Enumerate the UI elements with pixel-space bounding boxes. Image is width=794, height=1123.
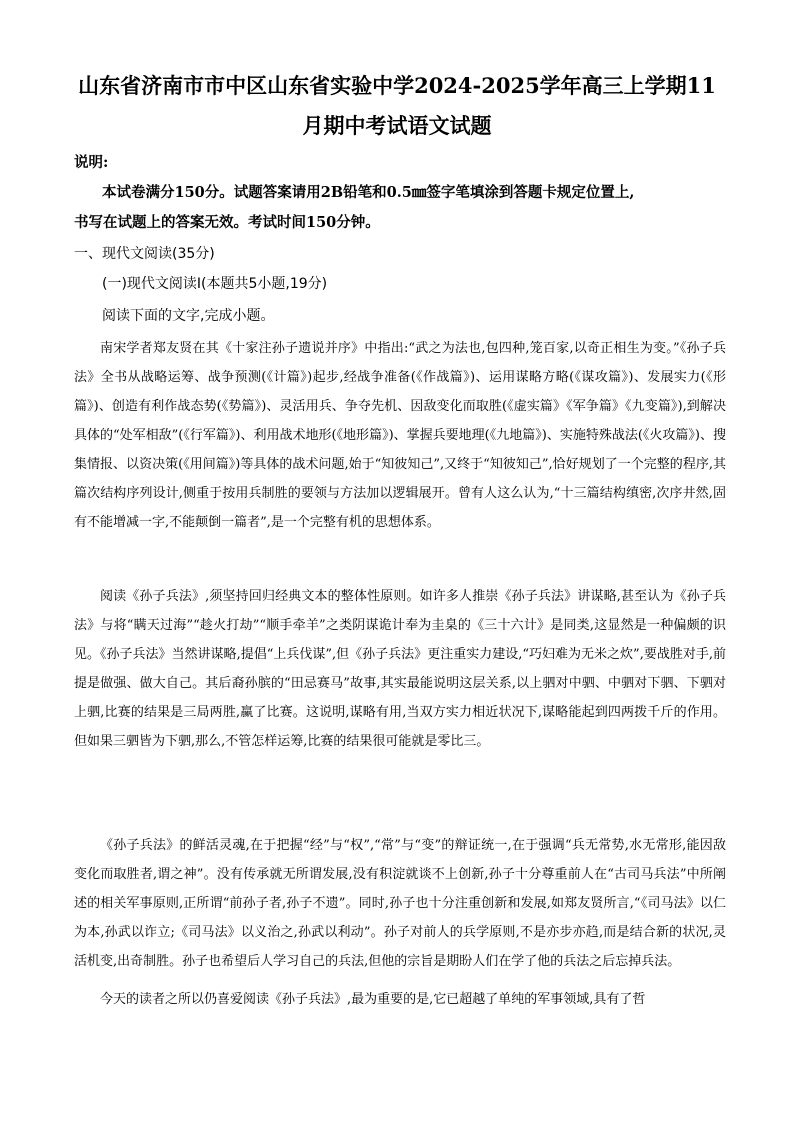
article-paragraph-3: 《孙子兵法》的鲜活灵魂,在于把握“经”与“权”,“常”与“变”的辩证统一,在于强调“兵无常势,水无常形,能因敌变化而取胜者,谓之神”。没有传承就无所谓发展,没有积淀就谈不上创新,孙子十分尊重前人在“古司马兵法”中所阐述的相关军事原则,正所谓“前孙子者,孙子不遗”。同时,孙子也十分注重创新和发展,如郑友贤所言,“《司马法》以仁为本,孙武以诈立;《司马法》以义治之,孙武以利动”。孙子对前人的兵学原则,不是亦步亦趋,而是结合新的状况,灵活机变,出奇制胜。孙子也希望后人学习自己的兵法,但他的宗旨是期盼人们在学了他的兵法之后忘掉兵法。 xyxy=(74,838,726,969)
instructions-line-2: 书写在试题上的答案无效。考试时间150分钟。 xyxy=(74,214,380,231)
instructions-line-1: 本试卷满分150分。试题答案请用2B铅笔和0.5㎜签字笔填涂到答题卡规定位置上, xyxy=(102,184,635,201)
section-heading-modern-reading: 一、现代文阅读(35分) xyxy=(74,246,215,262)
reading-prompt: 阅读下面的文字,完成小题。 xyxy=(102,308,275,324)
article-paragraph-2: 阅读《孙子兵法》,须坚持回归经典文本的整体性原则。如许多人推崇《孙子兵法》讲谋略,甚至认为《孙子兵法》与将“瞒天过海”“趁火打劫”“顺手牵羊”之类阴谋诡计奉为圭臬的《三十六计》是同类,这显然是一种偏颇的识见。《孙子兵法》当然讲谋略,提倡“上兵伐谋”,但《孙子兵法》更注重实力建设,“巧妇难为无米之炊”,要战胜对手,前提是做强、做大自己。其后裔孙膑的“田忌赛马”故事,其实最能说明这层关系,以上驷对中驷、中驷对下驷、下驷对上驷,比赛的结果是三局两胜,赢了比赛。这说明,谋略有用,当双方实力相近状况下,谋略能起到四两拨千斤的作用。但如果三驷皆为下驷,那么,不管怎样运筹,比赛的结果很可能就是零比三。 xyxy=(74,589,726,749)
document-title-line-2: 月期中考试语文试题 xyxy=(302,113,492,138)
note-label: 说明: xyxy=(74,154,109,171)
document-title-line-1: 山东省济南市市中区山东省实验中学2024-2025学年高三上学期11 xyxy=(78,73,716,98)
subsection-heading-reading-one: (一)现代文阅读Ⅰ(本题共5小题,19分) xyxy=(102,276,328,292)
article-paragraph-1: 南宋学者郑友贤在其《十家注孙子遗说并序》中指出:“武之为法也,包四种,笼百家,以奇正相生为变。”《孙子兵法》全书从战略运筹、战争预测(《计篇》)起步,经战争准备(《作战篇》)、运用谋略方略(《谋攻篇》)、发展实力(《形篇》)、创造有利作战态势(《势篇》)、灵活用兵、争夺先机、因敌变化而取胜(《虚实篇》《军争篇》《九变篇》),到解决具体的“处军相敌”(《行军篇》)、利用战术地形(《地形篇》)、掌握兵要地理(《九地篇》)、实施特殊战法(《火攻篇》)、搜集情报、以资决策(《用间篇》)等具体的战术问题,始于“知彼知己”,又终于“知彼知己”,恰好规划了一个完整的程序,其篇次结构序列设计,侧重于按用兵制胜的要领与方法加以逻辑展开。曾有人这么认为,“十三篇结构缜密,次序井然,固有不能增减一字,不能颠倒一篇者”,是一个完整有机的思想体系。 xyxy=(74,341,726,530)
article-paragraph-4: 今天的读者之所以仍喜爱阅读《孙子兵法》,最为重要的是,它已超越了单纯的军事领域,具有了哲 xyxy=(100,992,646,1007)
